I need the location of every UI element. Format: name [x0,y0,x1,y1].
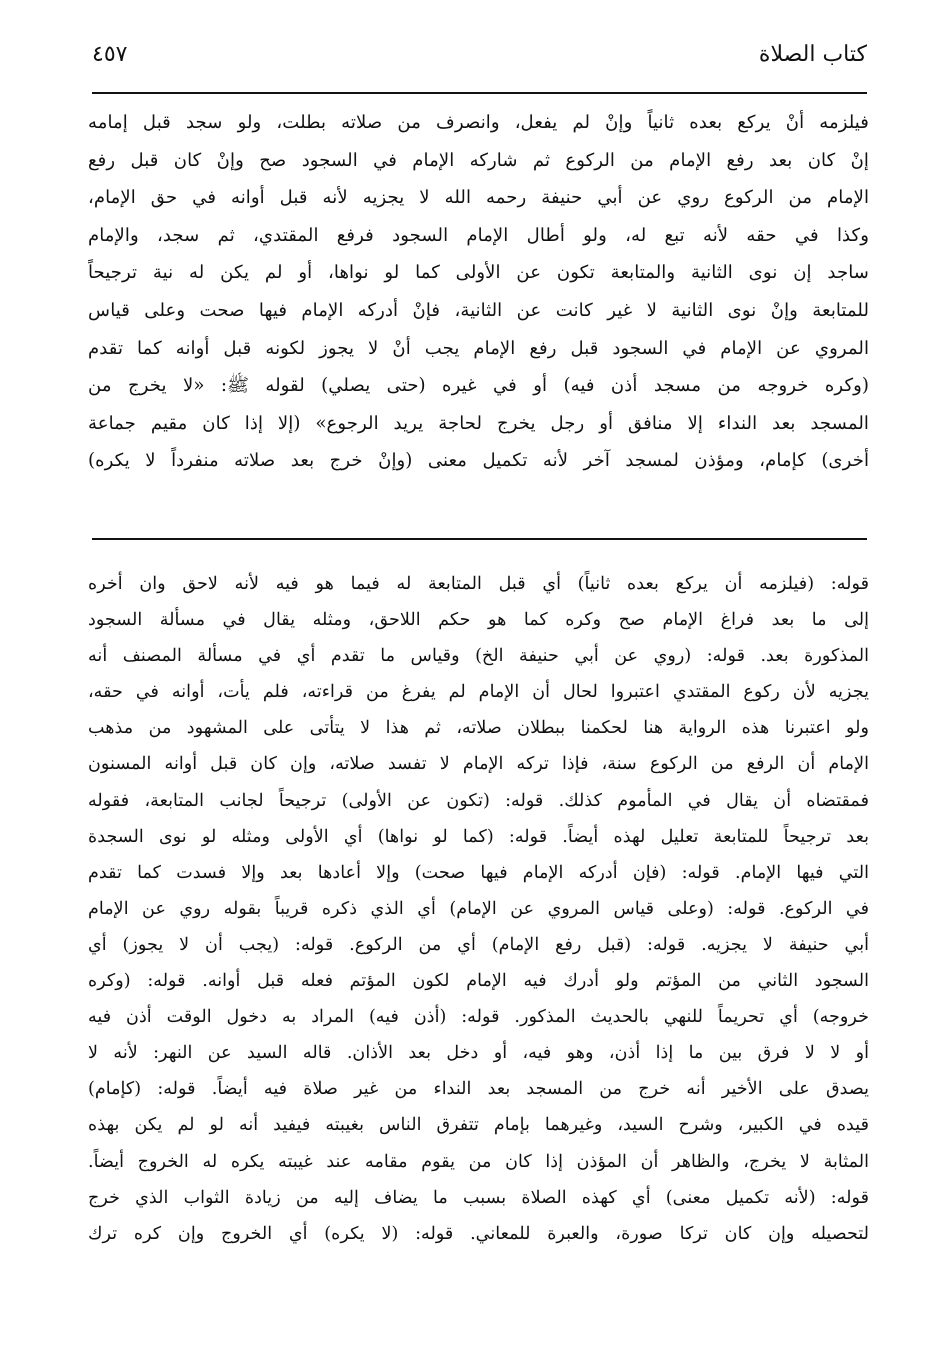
sharh-line: السجود الثاني من المؤتم ولو أدرك فيه الإمام لكون المؤتم فعله قبل أوانه. قوله: (وكره [88,971,869,992]
sharh-line: خروجه) أي تحريماً للنهي بالحديث المذكور. قوله: (أذن فيه) المراد به دخول الوقت أذن فيه [88,1007,869,1028]
sharh-line: إلى ما بعد فراغ الإمام صح وكره كما هو حكم اللاحق، ومثله يقال في مسألة السجود [88,610,869,631]
page-number: ٤٥٧ [92,42,128,67]
matn-line: فيلزمه أنْ يركع بعده ثانياً وإنْ لم يفعل، وانصرف من صلاته بطلت، ولو سجد قبل إمامه [88,112,869,133]
header-rule [92,92,867,94]
sharh-line: قيده في الكبير، وشرح السيد، وغيرهما بإمام تتفرق الناس بغيبته فيفيد أنه لو لم يكن بهذه [88,1115,869,1136]
matn-line: الإمام من الركوع روي عن أبي حنيفة رحمه الله لا يجزيه لأنه قبل أوانه في حق الإمام، [88,187,869,209]
sharh-line: المثابة لا يخرج، والظاهر أن المؤذن إذا كان من يقوم مقامه عند غيبته يكره له الخروج أيضاً. [88,1151,869,1172]
main-text [88,104,869,480]
matn-line: أخرى) كإمام، ومؤذن لمسجد آخر لأنه تكميل معنى (وإنْ خرج بعد صلاته منفرداً لا يكره) [88,450,869,472]
sharh-line: ولو اعتبرنا هذه الرواية هنا لحكمنا ببطلان صلاته، ثم هذا لا يتأتى على المشهود من مذهب [88,718,869,739]
sharh-line: فمقتضاه أن يقال في المأموم كذلك. قوله: (تكون عن الأولى) ترجيحاً لجانب المتابعة، فقوله [88,790,869,811]
sharh-line: المذكورة بعد. قوله: (روي عن أبي حنيفة الخ) وقياس ما تقدم أي في مسألة المصنف أنه [88,646,869,667]
commentary-divider [92,538,867,540]
sharh-line: قوله: (فيلزمه أن يركع بعده ثانياً) أي قبل المتابعة له فيما هو فيه لأنه لاحق وان أخره [88,574,869,594]
matn-line: للمتابعة وإنْ نوى الثانية لا غير كانت عن الثانية، فإنْ أدركه الإمام فيها صحت وعلى قياس [88,299,869,321]
sharh-line: يجزيه لأن ركوع المقتدي اعتبروا لحال أن الإمام لم يفرغ من قراءته، فلم يأت، أوانه في حقه، [88,682,869,703]
sharh-line: الإمام أن الرفع من الركوع سنة، فإذا تركه الإمام لا تفسد صلاته، وإن كان قبل أوانه المسنون [88,754,869,775]
chapter-title: كتاب الصلاة [758,42,867,67]
page-header [92,38,867,82]
commentary-text [88,566,869,1252]
sharh-line: أبي حنيفة لا يجزيه. قوله: (قبل رفع الإمام) أي من الركوع. قوله: (يجب أن لا يجوز) أي [88,934,869,955]
sharh-line: أو لا لا فرق بين ما إذا أذن، وهو فيه، أو دخل بعد الأذان. قاله السيد عن النهر: لأنه لا [88,1043,869,1064]
sharh-line: بعد ترجيحاً للمتابعة تعليل لهذه أيضاً. قوله: (كما لو نواها) أي الأولى ومثله لو نوى السجدة [88,826,869,847]
sharh-line: في الركوع. قوله: (وعلى قياس المروي عن الإمام) أي الذي ذكره قريباً بقوله روي عن الإمام [88,898,869,919]
matn-line: إنْ كان بعد رفع الإمام من الركوع ثم شاركه الإمام في السجود صح وإنْ كان قبل رفع [88,149,869,171]
sharh-line: لتحصيله وإن كان تركا صورة، والعبرة للمعاني. قوله: (لا يكره) أي الخروج وإن كره ترك [88,1223,869,1244]
matn-line: المسجد بعد النداء إلا منافق أو رجل يخرج لحاجة يريد الرجوع» (إلا إذا كان مقيم جماعة [88,412,869,434]
matn-line: (وكره خروجه من مسجد أذن فيه) أو في غيره (حتى يصلي) لقوله ﷺ: «لا يخرج من [88,375,869,397]
matn-line: المروي عن الإمام في السجود قبل رفع الإمام يجب أنْ لا يجوز لكونه قبل أوانه كما تقدم [88,337,869,359]
sharh-line: قوله: (لأنه تكميل معنى) أي كهذه الصلاة بسبب ما يضاف إليه من زيادة الثواب الذي خرج [88,1187,869,1208]
matn-line: ساجد إن نوى الثانية والمتابعة تكون عن الأولى كما لو نواها، أو لم يكن له نية ترجيحاً [88,262,869,284]
matn-line: وكذا في حقه لأنه تبع له، ولو أطال الإمام السجود فرفع المقتدي، ثم سجد، والإمام [88,224,869,246]
sharh-line: التي فيها الإمام. قوله: (فإن أدركه الإمام فيها صحت) وإلا أعادها بعد وإلا فسدت كما تقدم [88,862,869,883]
sharh-line: يصدق على الأخير أنه خرج من المسجد بعد النداء من غير صلاة فيه أيضاً. قوله: (كإمام) [88,1079,869,1100]
